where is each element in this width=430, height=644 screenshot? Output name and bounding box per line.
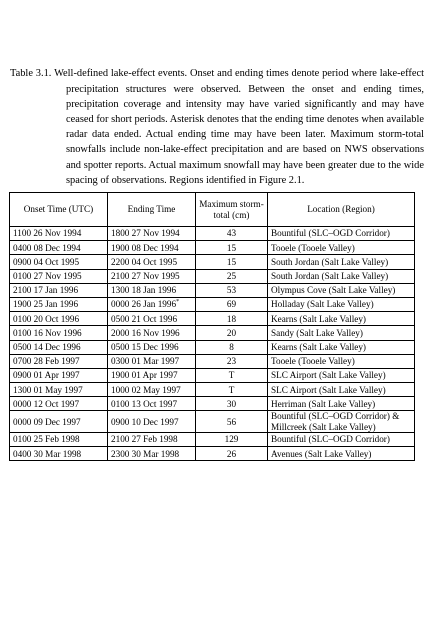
location-cell: Herriman (Salt Lake Valley) (268, 397, 415, 411)
ending-time-cell (108, 297, 196, 311)
ending-time-value: 0000 26 Jan 1996 (111, 299, 177, 310)
ending-time-cell (108, 227, 196, 241)
onset-time-cell: 0400 08 Dec 1994 (10, 241, 108, 255)
onset-time-cell: 0900 01 Apr 1997 (10, 368, 108, 382)
max-snowfall-cell: 15 (196, 241, 268, 255)
max-snowfall-cell: 30 (196, 397, 268, 411)
location-cell: SLC Airport (Salt Lake Valley) (268, 383, 415, 397)
onset-time-cell: 0000 09 Dec 1997 (10, 411, 108, 432)
max-snowfall-cell: 8 (196, 340, 268, 354)
ending-time-cell (108, 255, 196, 269)
max-snowfall-cell: 26 (196, 447, 268, 461)
onset-time-cell: 1300 01 May 1997 (10, 383, 108, 397)
header-onset-time: Onset Time (UTC) (10, 193, 108, 227)
ending-time-value: 1300 18 Jan 1996 (111, 285, 177, 296)
max-snowfall-cell: 15 (196, 255, 268, 269)
table-row (10, 297, 415, 311)
ending-time-value: 2100 27 Feb 1998 (111, 434, 178, 445)
table-row (10, 269, 415, 283)
ending-time-value: 1000 02 May 1997 (111, 384, 181, 395)
ending-time-cell (108, 326, 196, 340)
onset-time-cell: 0100 25 Feb 1998 (10, 432, 108, 446)
max-snowfall-cell: 43 (196, 227, 268, 241)
ending-time-value: 0500 21 Oct 1996 (111, 313, 178, 324)
onset-time-cell: 0100 20 Oct 1996 (10, 312, 108, 326)
max-snowfall-cell: 23 (196, 354, 268, 368)
table-row (10, 283, 415, 297)
header-ending-time: Ending Time (108, 193, 196, 227)
ending-time-value: 2100 27 Nov 1995 (111, 271, 180, 282)
table-row (10, 312, 415, 326)
ending-time-cell (108, 411, 196, 432)
max-snowfall-cell: 25 (196, 269, 268, 283)
location-cell: Tooele (Tooele Valley) (268, 241, 415, 255)
ending-time-value: 0900 10 Dec 1997 (111, 416, 179, 427)
location-cell: Kearns (Salt Lake Valley) (268, 340, 415, 354)
max-snowfall-cell: 69 (196, 297, 268, 311)
ending-time-cell (108, 432, 196, 446)
location-cell: Olympus Cove (Salt Lake Valley) (268, 283, 415, 297)
ending-time-value: 0100 13 Oct 1997 (111, 398, 178, 409)
max-snowfall-cell: 56 (196, 411, 268, 432)
ending-time-cell (108, 340, 196, 354)
table-header-row (10, 193, 415, 227)
ending-time-cell (108, 447, 196, 461)
ending-time-cell (108, 312, 196, 326)
ending-time-cell (108, 368, 196, 382)
ending-time-cell (108, 383, 196, 397)
location-cell: Bountiful (SLC–OGD Corridor) (268, 432, 415, 446)
ending-time-cell (108, 354, 196, 368)
location-cell: Avenues (Salt Lake Valley) (268, 447, 415, 461)
lake-effect-events-table (9, 192, 415, 461)
table-row (10, 411, 415, 432)
ending-time-cell (108, 283, 196, 297)
max-snowfall-cell: 129 (196, 432, 268, 446)
max-snowfall-cell: T (196, 368, 268, 382)
ending-time-value: 1800 27 Nov 1994 (111, 228, 180, 239)
ending-time-cell (108, 241, 196, 255)
location-cell: Sandy (Salt Lake Valley) (268, 326, 415, 340)
location-cell: South Jordan (Salt Lake Valley) (268, 255, 415, 269)
header-location: Location (Region) (268, 193, 415, 227)
table-body (10, 227, 415, 461)
max-snowfall-cell: T (196, 383, 268, 397)
ending-time-cell (108, 397, 196, 411)
onset-time-cell: 0500 14 Dec 1996 (10, 340, 108, 354)
onset-time-cell: 1900 25 Jan 1996 (10, 297, 108, 311)
ending-time-value: 2300 30 Mar 1998 (111, 448, 180, 459)
location-cell: South Jordan (Salt Lake Valley) (268, 269, 415, 283)
onset-time-cell: 1100 26 Nov 1994 (10, 227, 108, 241)
onset-time-cell: 0100 16 Nov 1996 (10, 326, 108, 340)
location-cell: Holladay (Salt Lake Valley) (268, 297, 415, 311)
caption-label: Table 3.1. (10, 68, 52, 80)
table-row (10, 368, 415, 382)
location-cell: Tooele (Tooele Valley) (268, 354, 415, 368)
ending-time-value: 2200 04 Oct 1995 (111, 256, 178, 267)
table-caption (10, 66, 424, 188)
max-snowfall-cell: 53 (196, 283, 268, 297)
ending-time-value: 1900 08 Dec 1994 (111, 242, 179, 253)
table-row (10, 227, 415, 241)
max-snowfall-cell: 18 (196, 312, 268, 326)
table-row (10, 397, 415, 411)
table-row (10, 241, 415, 255)
ending-time-cell (108, 269, 196, 283)
location-cell: SLC Airport (Salt Lake Valley) (268, 368, 415, 382)
ending-time-value: 0500 15 Dec 1996 (111, 341, 179, 352)
onset-time-cell: 0400 30 Mar 1998 (10, 447, 108, 461)
table-row (10, 432, 415, 446)
onset-time-cell: 0700 28 Feb 1997 (10, 354, 108, 368)
ending-time-value: 0300 01 Mar 1997 (111, 356, 180, 367)
ending-time-value: 1900 01 Apr 1997 (111, 370, 178, 381)
table-row (10, 383, 415, 397)
location-cell: Bountiful (SLC–OGD Corridor) (268, 227, 415, 241)
location-cell: Bountiful (SLC–OGD Corridor) & Millcreek (Salt Lake Valley) (268, 411, 415, 432)
max-snowfall-cell: 20 (196, 326, 268, 340)
ending-time-value: 2000 16 Nov 1996 (111, 327, 180, 338)
caption-text: Well-defined lake-effect events. Onset and ending times denote period where lake-effect precipitation structures were observed. Between the onset and ending times, precipitation coverage and intensity may have varied significantly and may have ceased for short periods. Asterisk denotes that the ending time denotes when available radar data ended. Actual ending time may have been later. Maximum storm-total snowfalls include non-lake-effect precipitation and are based on NWS observations and spotter reports. Actual maximum snowfall may have been greater due to the wide spacing of observations. Regions identified in Figure 2.1. (54, 68, 424, 186)
onset-time-cell: 0100 27 Nov 1995 (10, 269, 108, 283)
table-row (10, 326, 415, 340)
location-cell: Kearns (Salt Lake Valley) (268, 312, 415, 326)
table-row (10, 340, 415, 354)
radar-end-asterisk: * (176, 299, 180, 306)
onset-time-cell: 2100 17 Jan 1996 (10, 283, 108, 297)
onset-time-cell: 0000 12 Oct 1997 (10, 397, 108, 411)
onset-time-cell: 0900 04 Oct 1995 (10, 255, 108, 269)
table-row (10, 354, 415, 368)
table-row (10, 255, 415, 269)
table-row (10, 447, 415, 461)
header-max-snowfall: Maximum storm-total (cm) (196, 193, 268, 227)
